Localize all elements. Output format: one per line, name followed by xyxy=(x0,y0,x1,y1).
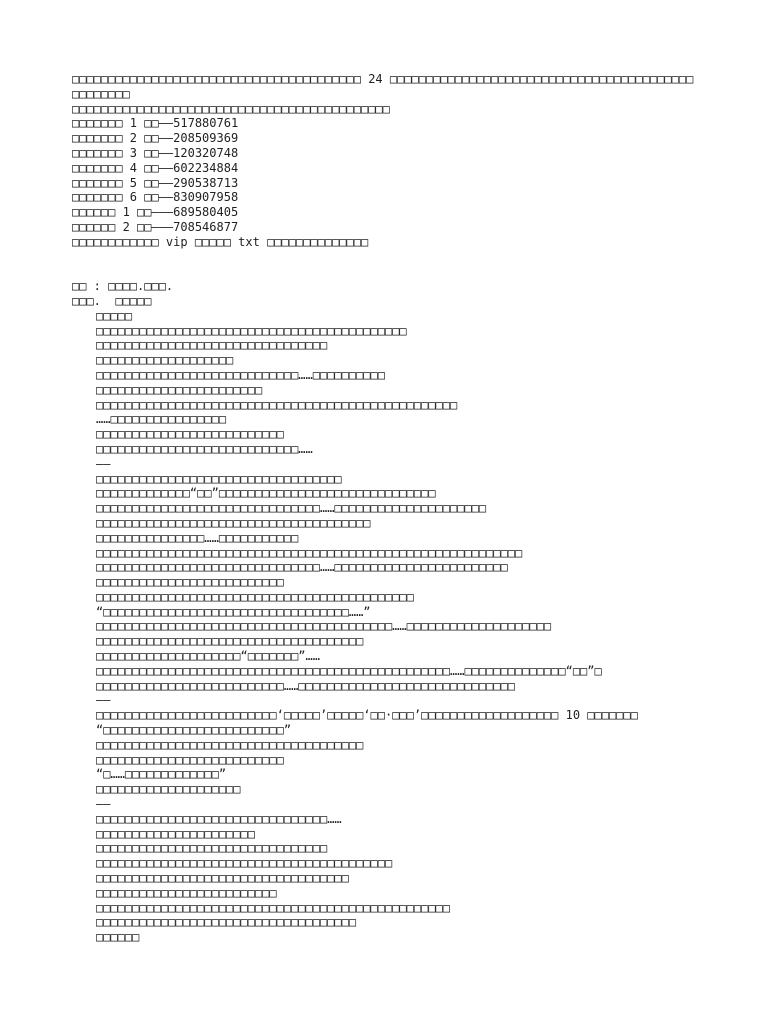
header-line: □□□□□□□ 3 □□——120320748 xyxy=(72,145,239,160)
chapter-line: □□□. □□□□□ xyxy=(72,293,152,308)
body-line: □□□□□□□□□□□□□□□□□□□□□□□□□□ xyxy=(96,752,284,767)
body-line: □□□□□□□□□□□□□□□□□□□□□□□□□□□□□□□□□□ xyxy=(96,471,342,486)
body-line: □□□□□□□□□□□□□□□□□□□□□□□□□‘□□□□□’□□□□□‘□□·□□□’□□□□□□□□□□□□□□□□□□□ 10 □□□□□□□ xyxy=(96,708,638,723)
body-line: —— xyxy=(96,693,111,708)
header-line: □□□□□□□ 5 □□——290538713 xyxy=(72,175,239,190)
blank-line xyxy=(72,250,712,265)
body-line: □□□□□□□□□□□□□□□□□□□□□□ xyxy=(96,826,255,841)
body-line: □□□□□□□□□□□□□□□□□□□□□□□□□□□□□□□□□□□□□□□□□□□□□□□□□ xyxy=(96,900,451,915)
body-line: □□□□□ xyxy=(96,308,133,323)
body-line: □□□□□□□□□□□□□□□……□□□□□□□□□□□ xyxy=(96,530,299,545)
body-line: □□□□□□□□□□□□□□□□□□□□□□□□□□□□□□□□□□□□□□□□□□□□ xyxy=(96,589,414,604)
header-line: □□□□□□□□□□□□□□□□□□□□□□□□□□□□□□□□□□□□□□□□ 24 □□□□□□□□□□□□□□□□□□□□□□□□□□□□□□□□□□□□□□□□□□ xyxy=(72,72,694,86)
body-line: “□……□□□□□□□□□□□□□” xyxy=(96,767,227,782)
chapter-heading xyxy=(72,279,712,309)
body-line: □□□□□□□□□□□□□□□□□□□□□□□□□□□□□□□□□□□□□□□□□□□□□□□□□□ xyxy=(96,397,458,412)
body-line: □□□□□□□□□□□□□□□□□□□□□□□□□□□□□□□□□□□□□□□□□……□□□□□□□□□□□□□□□□□□□□ xyxy=(96,619,552,634)
body-line: □□□□□□□□□□□□□□□□□□□□□□□□□□□□□□□□□□□□ xyxy=(96,915,357,930)
body-line: □□□□□□□□□□□□□□□□□□□□□□□□□□□□□□□□□□□□□□ xyxy=(96,515,371,530)
body-line: “□□□□□□□□□□□□□□□□□□□□□□□□□□□□□□□□□□……” xyxy=(96,604,371,619)
body-line: —— xyxy=(96,456,111,471)
header-line: □□□□□□□□ xyxy=(72,86,130,101)
header-line: □□□□□□□ 1 □□——517880761 xyxy=(72,116,239,131)
body-line: “□□□□□□□□□□□□□□□□□□□□□□□□□” xyxy=(96,723,292,738)
header-line: □□□□□□□ 2 □□——208509369 xyxy=(72,131,239,146)
body-line: □□□□□□□□□□□□□□□□□□□□□□□□□□□□□□□□□□□□□□□□□□□ xyxy=(96,323,407,338)
body-line: □□□□□□□□□□□□□□□□□□□□□□□□□□□□□□□……□□□□□□□□□□□□□□□□□□□□□ xyxy=(96,501,487,516)
body-line: □□□□□□□□□□□□□□□□□□□□□□□□□□□□□□□□□□□□□ xyxy=(96,634,364,649)
body-line: □□□□□□□□□□□□□□□□□□□□□□□□□□□□□□□□□□□□□□□□□□□□□□□□□□□□□□□□□□□ xyxy=(96,545,523,560)
body-line: □□□□□□□□□□□□□□□□□□□□□□□□□□□□□□□□□□□□□□□□□□□□□□□□□……□□□□□□□□□□□□□□“□□”□ xyxy=(96,663,602,678)
body-line: □□□□□□□□□□□□□□□□□□□□□□□□□□ xyxy=(96,575,284,590)
blank-line xyxy=(72,264,712,279)
header-line: □□□□□□□ 4 □□——602234884 xyxy=(72,160,239,175)
document-page xyxy=(72,72,712,945)
body-line: □□□□□□□□□□□□□□□□□□□ xyxy=(96,353,234,368)
body-line: □□□□□□□□□□□□□□□□□□□□□□□□□□□□□□□□…… xyxy=(96,811,342,826)
document-body xyxy=(72,309,712,945)
body-line: □□□□□□□□□□□□□□□□□□□□□□□□□□ xyxy=(96,427,284,442)
header-line: □□□□□□□ 6 □□——830907958 xyxy=(72,190,239,205)
body-line: □□□□□□□□□□□□□□□□□□□□□□□□□□□□□□□□ xyxy=(96,841,328,856)
body-line: □□□□□□□□□□□□□□□□□□□□“□□□□□□□”…… xyxy=(96,649,320,664)
body-line: □□□□□□□□□□□□□□□□□□□□□□□□□□□□□□□□□□□ xyxy=(96,871,349,886)
body-line: □□□□□□□□□□□□□“□□”□□□□□□□□□□□□□□□□□□□□□□□□□□□□□□ xyxy=(96,486,436,501)
body-line: □□□□□□□□□□□□□□□□□□□□□□□□□□□□□□□□□□□□□ xyxy=(96,737,364,752)
body-line: ……□□□□□□□□□□□□□□□□ xyxy=(96,412,227,427)
body-line: □□□□□□□□□□□□□□□□□□□□□□□□□□□□…… xyxy=(96,441,313,456)
body-line: □□□□□□□□□□□□□□□□□□□□□□□□□□……□□□□□□□□□□□□□□□□□□□□□□□□□□□□□□ xyxy=(96,678,516,693)
header-line: □□□□□□□□□□□□□□□□□□□□□□□□□□□□□□□□□□□□□□□□□□□□ xyxy=(72,101,390,116)
header-line: □□□□□□ 1 □□———689580405 xyxy=(72,205,239,220)
body-line: □□□□□□□□□□□□□□□□□□□□□□□□□ xyxy=(96,885,277,900)
document-header xyxy=(72,72,712,250)
body-line: □□□□□□□□□□□□□□□□□□□□□□□□□□□□□□□□ xyxy=(96,338,328,353)
body-line: □□□□□□□□□□□□□□□□□□□□□□□□□□□□□□□□□□□□□□□□□ xyxy=(96,856,393,871)
chapter-line: □□ : □□□□.□□□. xyxy=(72,279,174,294)
header-line: □□□□□□□□□□□□ vip □□□□□ txt □□□□□□□□□□□□□□ xyxy=(72,234,369,249)
body-line: □□□□□□□□□□□□□□□□□□□□□□□ xyxy=(96,382,263,397)
header-line: □□□□□□ 2 □□———708546877 xyxy=(72,219,239,234)
body-line: □□□□□□□□□□□□□□□□□□□□□□□□□□□□……□□□□□□□□□□ xyxy=(96,367,385,382)
body-line: □□□□□□ xyxy=(96,930,140,945)
body-line: □□□□□□□□□□□□□□□□□□□□ xyxy=(96,782,241,797)
body-line: —— xyxy=(96,797,111,812)
body-line: □□□□□□□□□□□□□□□□□□□□□□□□□□□□□□□……□□□□□□□□□□□□□□□□□□□□□□□□ xyxy=(96,560,508,575)
